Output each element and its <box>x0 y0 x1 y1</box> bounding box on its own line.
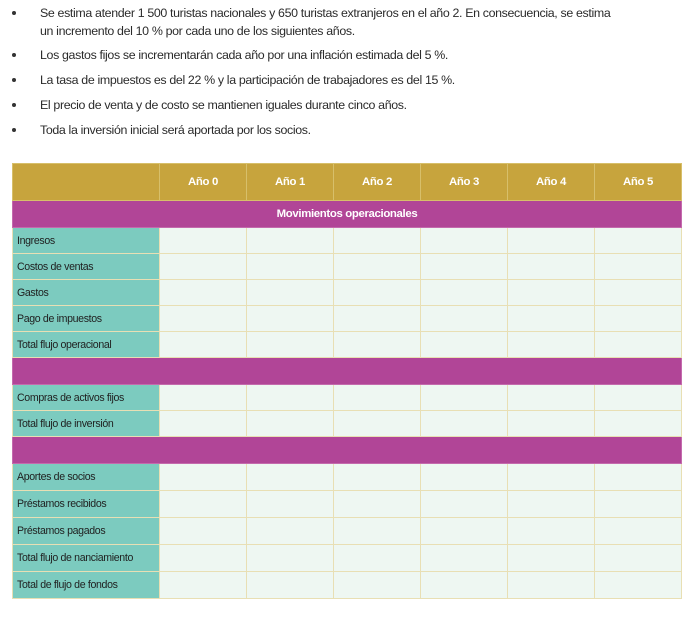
table-row-total-fondos <box>13 572 682 599</box>
assumption-item <box>0 121 685 139</box>
input-cell[interactable] <box>508 491 595 518</box>
input-cell[interactable] <box>160 572 247 599</box>
input-cell[interactable] <box>247 306 334 332</box>
input-cell[interactable] <box>160 411 247 437</box>
row-label: Gastos <box>13 280 160 306</box>
section-investment-title <box>13 358 682 385</box>
table-row-compras <box>13 385 682 411</box>
assumption-text: Los gastos fijos se incrementarán cada año por una inflación estimada del 5 %. <box>40 48 449 62</box>
input-cell[interactable] <box>421 228 508 254</box>
row-label: Compras de activos fijos <box>13 385 160 411</box>
header-year-3: Año 3 <box>421 164 508 201</box>
input-cell[interactable] <box>334 572 421 599</box>
input-cell[interactable] <box>595 280 682 306</box>
bullet-icon <box>12 11 16 15</box>
input-cell[interactable] <box>160 228 247 254</box>
input-cell[interactable] <box>421 385 508 411</box>
assumption-text: La tasa de impuestos es del 22 % y la participación de trabajadores es del 15 %. <box>40 73 455 87</box>
input-cell[interactable] <box>508 254 595 280</box>
row-label: Total de flujo de fondos <box>13 572 160 599</box>
input-cell[interactable] <box>247 254 334 280</box>
input-cell[interactable] <box>508 332 595 358</box>
table-row-total-operacional <box>13 332 682 358</box>
input-cell[interactable] <box>247 411 334 437</box>
input-cell[interactable] <box>334 280 421 306</box>
header-year-2: Año 2 <box>334 164 421 201</box>
bullet-icon <box>12 53 16 57</box>
assumption-text: Se estima atender 1 500 turistas nacionales y 650 turistas extranjeros en el año 2. En consecuencia, se estima <box>40 6 611 20</box>
bullet-icon <box>12 78 16 82</box>
row-label: Total flujo de inversión <box>13 411 160 437</box>
row-label: Pago de impuestos <box>13 306 160 332</box>
table-row-ingresos <box>13 228 682 254</box>
assumption-item <box>0 4 685 40</box>
cash-flow-table <box>12 163 682 599</box>
input-cell[interactable] <box>508 545 595 572</box>
input-cell[interactable] <box>595 228 682 254</box>
input-cell[interactable] <box>595 491 682 518</box>
table-header-row <box>13 164 682 201</box>
table-row-costos <box>13 254 682 280</box>
input-cell[interactable] <box>247 228 334 254</box>
input-cell[interactable] <box>595 306 682 332</box>
header-year-1: Año 1 <box>247 164 334 201</box>
input-cell[interactable] <box>595 385 682 411</box>
input-cell[interactable] <box>508 572 595 599</box>
input-cell[interactable] <box>508 411 595 437</box>
input-cell[interactable] <box>421 491 508 518</box>
input-cell[interactable] <box>247 280 334 306</box>
input-cell[interactable] <box>508 518 595 545</box>
input-cell[interactable] <box>595 411 682 437</box>
bullet-icon <box>12 128 16 132</box>
section-financing-row <box>13 437 682 464</box>
assumption-text: El precio de venta y de costo se mantienen iguales durante cinco años. <box>40 98 407 112</box>
section-financing-title <box>13 437 682 464</box>
input-cell[interactable] <box>247 332 334 358</box>
input-cell[interactable] <box>334 332 421 358</box>
input-cell[interactable] <box>247 545 334 572</box>
input-cell[interactable] <box>508 464 595 491</box>
table-row-prestamos-recibidos <box>13 491 682 518</box>
header-blank-cell <box>13 164 160 201</box>
input-cell[interactable] <box>334 545 421 572</box>
header-year-5: Año 5 <box>595 164 682 201</box>
input-cell[interactable] <box>247 491 334 518</box>
table-row-impuestos <box>13 306 682 332</box>
section-investment-row <box>13 358 682 385</box>
header-year-0: Año 0 <box>160 164 247 201</box>
row-label: Aportes de socios <box>13 464 160 491</box>
input-cell[interactable] <box>421 545 508 572</box>
input-cell[interactable] <box>334 491 421 518</box>
input-cell[interactable] <box>595 518 682 545</box>
input-cell[interactable] <box>421 572 508 599</box>
input-cell[interactable] <box>421 280 508 306</box>
section-operational-title: Movimientos operacionales <box>13 201 682 228</box>
input-cell[interactable] <box>421 306 508 332</box>
input-cell[interactable] <box>595 572 682 599</box>
input-cell[interactable] <box>421 518 508 545</box>
input-cell[interactable] <box>334 254 421 280</box>
input-cell[interactable] <box>421 332 508 358</box>
assumption-item <box>0 46 685 64</box>
input-cell[interactable] <box>160 545 247 572</box>
input-cell[interactable] <box>160 306 247 332</box>
input-cell[interactable] <box>508 306 595 332</box>
assumption-text: Toda la inversión inicial será aportada por los socios. <box>40 123 311 137</box>
input-cell[interactable] <box>508 385 595 411</box>
input-cell[interactable] <box>160 332 247 358</box>
input-cell[interactable] <box>160 491 247 518</box>
header-year-4: Año 4 <box>508 164 595 201</box>
input-cell[interactable] <box>247 572 334 599</box>
input-cell[interactable] <box>508 228 595 254</box>
input-cell[interactable] <box>421 254 508 280</box>
table-row-aportes <box>13 464 682 491</box>
row-label: Préstamos pagados <box>13 518 160 545</box>
input-cell[interactable] <box>247 464 334 491</box>
table-row-total-inversion <box>13 411 682 437</box>
table-row-gastos <box>13 280 682 306</box>
input-cell[interactable] <box>334 228 421 254</box>
input-cell[interactable] <box>595 254 682 280</box>
table-row-total-financiamiento <box>13 545 682 572</box>
input-cell[interactable] <box>595 545 682 572</box>
bullet-icon <box>12 103 16 107</box>
row-label: Costos de ventas <box>13 254 160 280</box>
row-label: Ingresos <box>13 228 160 254</box>
input-cell[interactable] <box>160 464 247 491</box>
input-cell[interactable] <box>334 518 421 545</box>
input-cell[interactable] <box>334 306 421 332</box>
input-cell[interactable] <box>334 464 421 491</box>
input-cell[interactable] <box>247 518 334 545</box>
input-cell[interactable] <box>247 385 334 411</box>
row-label: Préstamos recibidos <box>13 491 160 518</box>
input-cell[interactable] <box>334 385 421 411</box>
input-cell[interactable] <box>508 280 595 306</box>
assumption-text-continued: un incremento del 10 % por cada uno de los siguientes años. <box>40 24 355 38</box>
input-cell[interactable] <box>421 464 508 491</box>
assumption-item <box>0 71 685 89</box>
input-cell[interactable] <box>421 411 508 437</box>
row-label: Total flujo de nanciamiento <box>13 545 160 572</box>
input-cell[interactable] <box>334 411 421 437</box>
row-label: Total flujo operacional <box>13 332 160 358</box>
input-cell[interactable] <box>595 332 682 358</box>
table-row-prestamos-pagados <box>13 518 682 545</box>
assumptions-list <box>0 4 685 146</box>
input-cell[interactable] <box>160 280 247 306</box>
input-cell[interactable] <box>595 464 682 491</box>
input-cell[interactable] <box>160 254 247 280</box>
section-operational-row <box>13 201 682 228</box>
input-cell[interactable] <box>160 385 247 411</box>
assumption-item <box>0 96 685 114</box>
input-cell[interactable] <box>160 518 247 545</box>
